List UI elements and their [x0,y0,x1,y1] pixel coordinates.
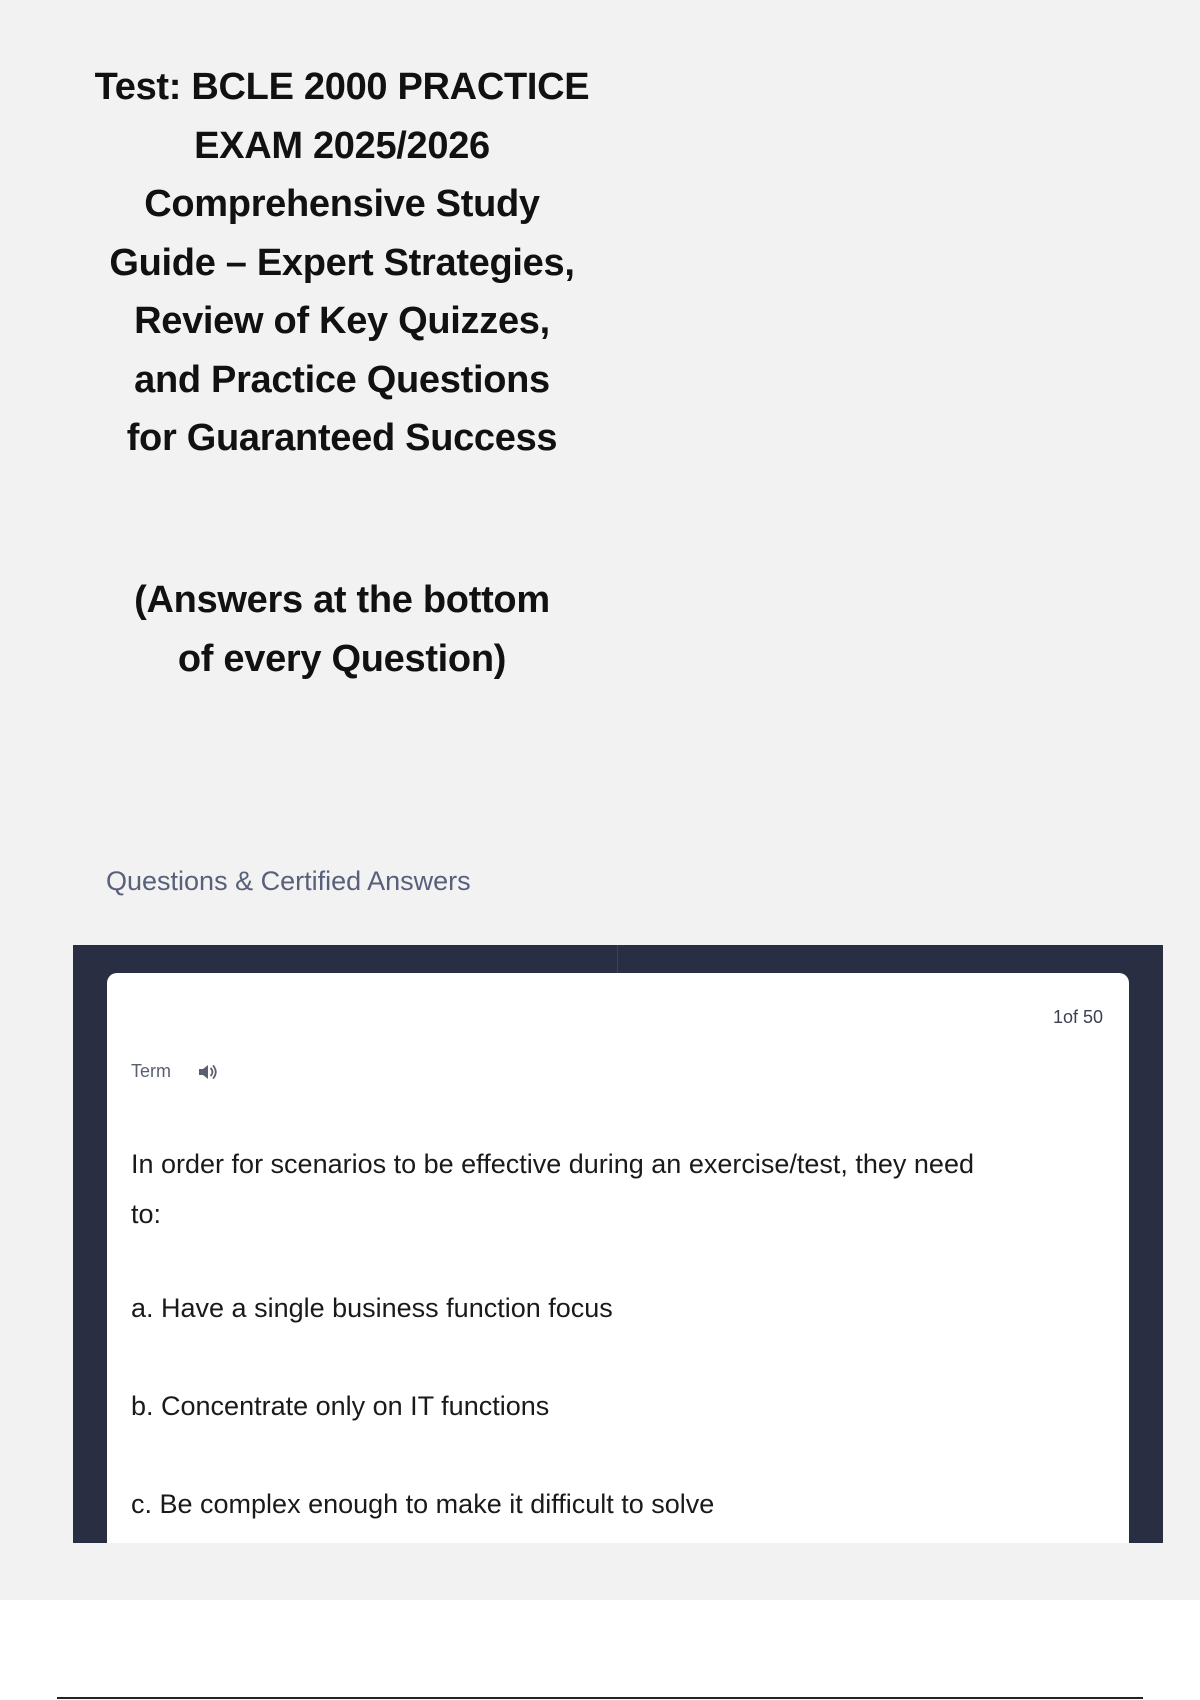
card-counter: 1of 50 [1052,1007,1103,1027]
title-line: and Practice Questions [134,358,550,401]
title-line: Guide – Expert Strategies, [109,241,575,284]
title-line: Comprehensive Study [144,183,540,225]
flashcard[interactable] [107,973,1129,1543]
option-a: a. Have a single business function focus [131,1293,613,1323]
answers-note-line: (Answers at the bottom [134,579,550,621]
answers-note-line: of every Question) [177,637,507,680]
term-label: Term [131,1061,171,1081]
flashcard-frame [73,945,1163,1543]
term-row [131,1061,219,1082]
title-line: Review of Key Quizzes, [134,300,550,342]
title-line: Test: BCLE 2000 PRACTICE [94,66,590,108]
title-line: for Guaranteed Success [126,417,558,459]
title-line: EXAM 2025/2026 [194,124,490,167]
speaker-icon[interactable] [197,1063,219,1081]
footer-rule [57,1697,1143,1699]
option-b: b. Concentrate only on IT functions [131,1391,550,1421]
option-c: c. Be complex enough to make it difficult to solve [131,1489,715,1519]
document-title [92,58,592,468]
frame-divider [617,945,618,973]
question-text: In order for scenarios to be effective during an exercise/test, they need to: [131,1149,974,1229]
answers-note [92,571,592,688]
section-heading: Questions & Certified Answers [106,866,471,896]
